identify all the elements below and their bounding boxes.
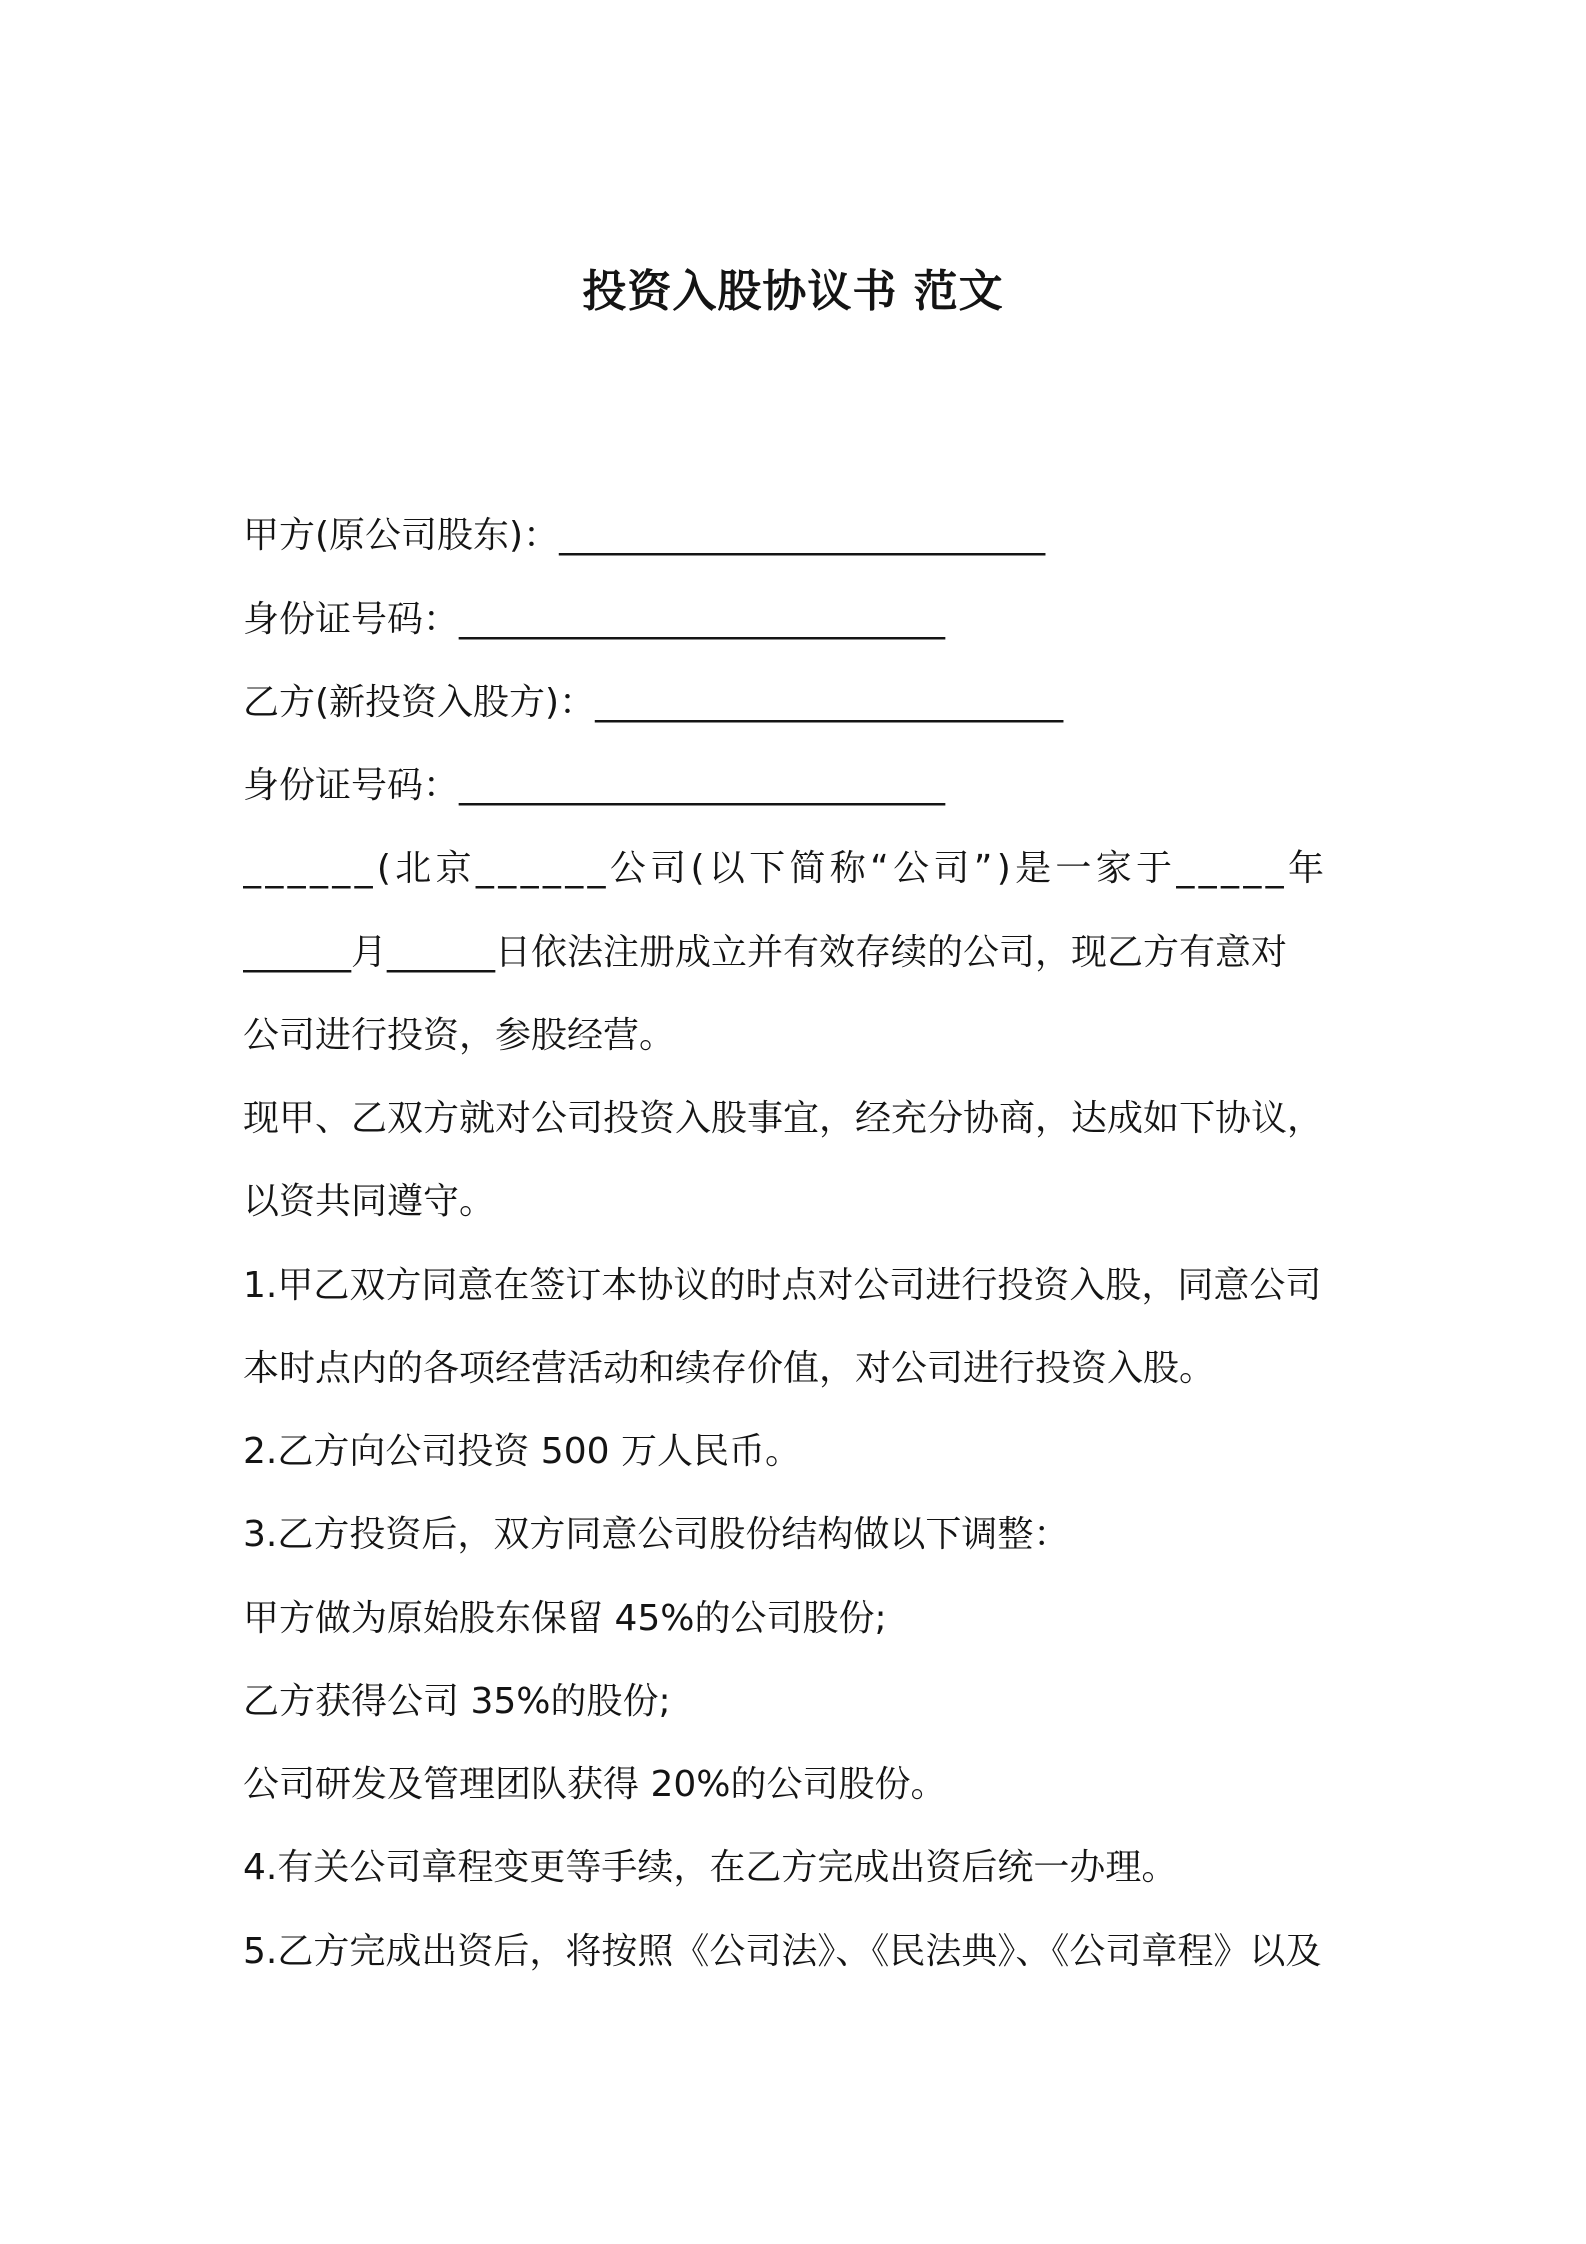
- body-line: ______月______日依法注册成立并有效存续的公司，现乙方有意对: [243, 932, 1288, 973]
- share-line: 公司研发及管理团队获得 20%的公司股份。: [243, 1764, 947, 1805]
- clause-5-line: 5.乙方完成出资后，将按照《公司法》、《民法典》、《公司章程》以及: [243, 1931, 1322, 1972]
- clause-1-line: 1.甲乙双方同意在签订本协议的时点对公司进行投资入股，同意公司: [243, 1265, 1322, 1306]
- clause-1-line: 本时点内的各项经营活动和续存价值，对公司进行投资入股。: [243, 1348, 1216, 1389]
- clause-4-line: 4.有关公司章程变更等手续，在乙方完成出资后统一办理。: [243, 1847, 1178, 1888]
- party-a-id-line: 身份证号码：___________________________: [243, 599, 946, 640]
- body-line: 以资共同遵守。: [243, 1181, 496, 1222]
- party-b-id-line: 身份证号码：___________________________: [243, 765, 946, 806]
- share-line: 甲方做为原始股东保留 45%的公司股份;: [243, 1598, 887, 1639]
- party-b-line: 乙方(新投资入股方)：__________________________: [243, 682, 1064, 723]
- share-line: 乙方获得公司 35%的股份;: [243, 1681, 671, 1722]
- body-line: 公司进行投资，参股经营。: [243, 1015, 676, 1056]
- body-line: 现甲、乙双方就对公司投资入股事宜，经充分协商，达成如下协议，: [243, 1098, 1324, 1139]
- document-title: 投资入股协议书 范文: [582, 266, 1004, 317]
- clause-2-line: 2.乙方向公司投资 500 万人民币。: [243, 1431, 801, 1472]
- body-line: ______(北京______公司(以下简称“公司”)是一家于_____年: [243, 848, 1329, 889]
- clause-3-line: 3.乙方投资后，双方同意公司股份结构做以下调整：: [243, 1514, 1070, 1555]
- party-a-line: 甲方(原公司股东)：___________________________: [243, 515, 1046, 556]
